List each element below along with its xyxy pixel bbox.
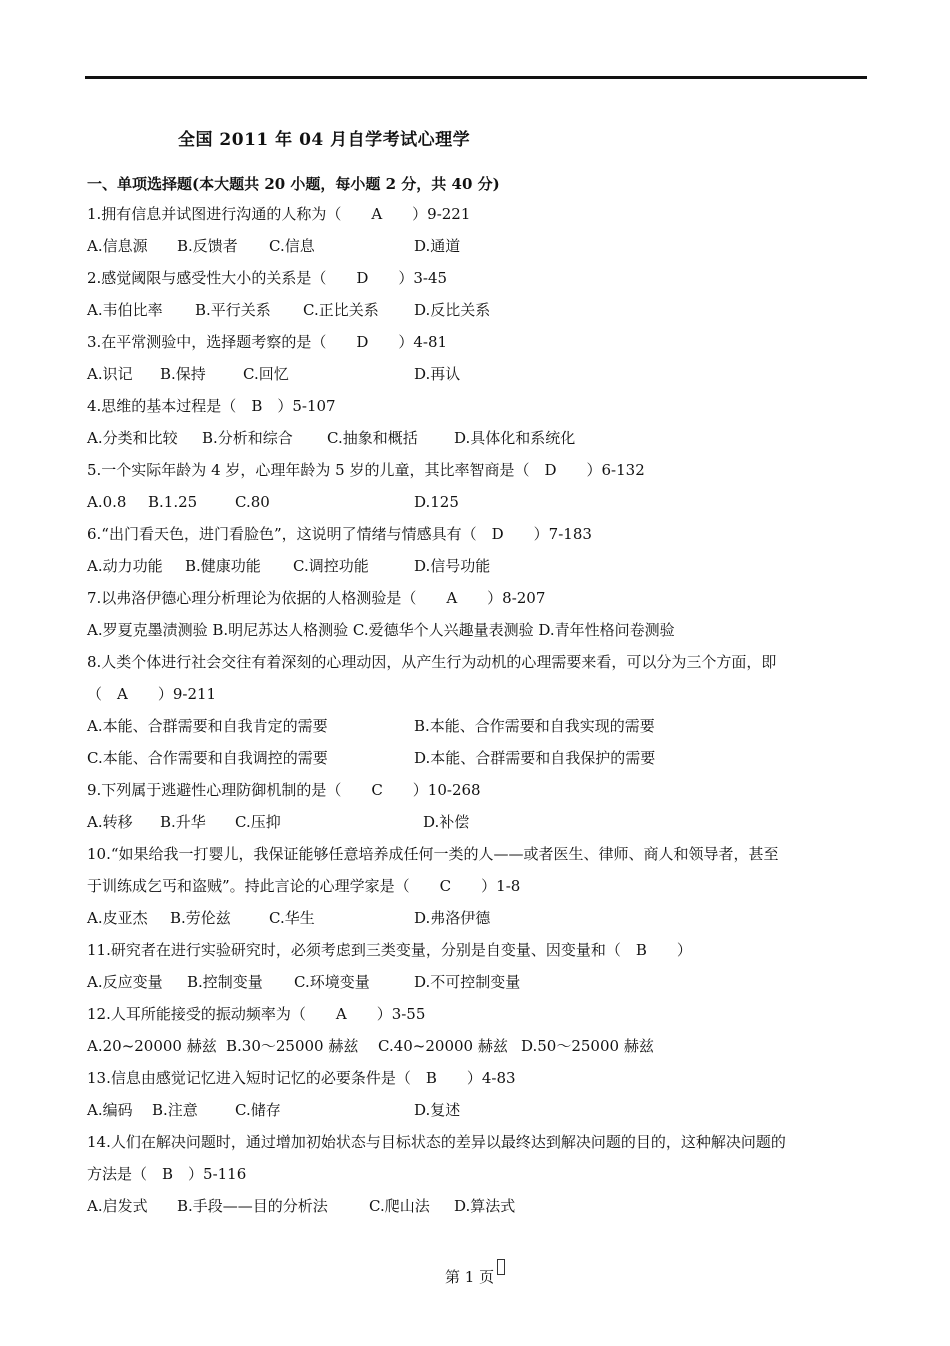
option-d: D.弗洛伊德 [414,909,491,927]
question-4 [87,390,872,454]
option-a: A.皮亚杰 [87,909,148,927]
question-14 [87,1126,872,1222]
option-d: D.不可控制变量 [414,973,521,991]
question-6 [87,518,872,582]
option-c: C.80 [235,493,270,511]
header-rule [85,76,867,79]
options-row: A.罗夏克墨渍测验 B.明尼苏达人格测验 C.爱德华个人兴趣量表测验 D.青年性格问卷测验 [87,621,675,639]
question-7 [87,582,872,646]
question-stem: 5.一个实际年龄为 4 岁，心理年龄为 5 岁的儿童，其比率智商是（ D ）6-132 [87,461,645,479]
section-heading: 一、单项选择题(本大题共 20 小题，每小题 2 分，共 40 分) [87,175,500,193]
question-stem: 11.研究者在进行实验研究时，必须考虑到三类变量，分别是自变量、因变量和（ B ） [87,941,692,959]
option-b: B.注意 [152,1101,198,1119]
options-row [87,710,872,742]
question-stem: 6.“出门看天色，进门看脸色”，这说明了情绪与情感具有（ D ）7-183 [87,525,592,543]
question-8 [87,646,872,774]
option-b: B.30～25000 赫兹 [226,1037,359,1055]
question-9 [87,774,872,838]
option-c: C.华生 [269,909,315,927]
question-stem: 3.在平常测验中，选择题考察的是（ D ）4-81 [87,333,448,351]
option-a: A.编码 [87,1101,133,1119]
option-c: C.环境变量 [294,973,370,991]
question-stem: 13.信息由感觉记忆进入短时记忆的必要条件是（ B ）4-83 [87,1069,516,1087]
option-d: D.信号功能 [414,557,491,575]
option-b: B.控制变量 [187,973,263,991]
question-stem: 8.人类个体进行社会交往有着深刻的心理动因，从产生行为动机的心理需要来看，可以分为三个方面，即 [87,653,777,671]
question-stem: 7.以弗洛伊德心理分析理论为依据的人格测验是（ A ）8-207 [87,589,546,607]
placeholder-box-icon [497,1259,505,1275]
options-row [87,1030,872,1062]
option-a: A.本能、合群需要和自我肯定的需要 [87,717,328,735]
option-d: D.50～25000 赫兹 [521,1037,654,1055]
option-b: B.升华 [160,813,206,831]
option-a: A.20~20000 赫兹 [87,1037,217,1055]
option-b: B.本能、合作需要和自我实现的需要 [414,717,655,735]
question-10 [87,838,872,934]
options-row [87,1094,872,1126]
option-d: D.125 [414,493,459,511]
question-stem: 4.思维的基本过程是（ B ）5-107 [87,397,336,415]
option-c: C.抽象和概括 [327,429,418,447]
option-c: C.调控功能 [293,557,369,575]
options-row [87,1190,872,1222]
option-d: D.再认 [414,365,461,383]
option-b: B.手段——目的分析法 [177,1197,328,1215]
option-b: B.分析和综合 [202,429,293,447]
option-a: A.分类和比较 [87,429,178,447]
option-b: B.劳伦兹 [170,909,231,927]
option-d: D.复述 [414,1101,461,1119]
option-c: C.回忆 [243,365,289,383]
question-stem: 14.人们在解决问题时，通过增加初始状态与目标状态的差异以最终达到解决问题的目的，这种解决问题的 [87,1133,786,1151]
question-stem-continued: 方法是（ B ）5-116 [87,1165,247,1183]
question-11 [87,934,872,998]
option-b: B.平行关系 [195,301,271,319]
option-d: D.本能、合群需要和自我保护的需要 [414,749,656,767]
option-c: C.40~20000 赫兹 [378,1037,508,1055]
question-stem-continued: 于训练成乞丐和盗贼”。持此言论的心理学家是（ C ）1-8 [87,877,521,895]
option-d: D.反比关系 [414,301,491,319]
question-12 [87,998,872,1062]
options-row [87,966,872,998]
option-c: C.储存 [235,1101,281,1119]
question-13 [87,1062,872,1126]
question-stem: 1.拥有信息并试图进行沟通的人称为（ A ）9-221 [87,205,471,223]
option-c: C.正比关系 [303,301,379,319]
option-d: D.通道 [414,237,461,255]
option-b: B.保持 [160,365,206,383]
option-b: B.1.25 [148,493,198,511]
option-b: B.反馈者 [177,237,238,255]
options-row [87,486,872,518]
question-3 [87,326,872,390]
option-a: A.动力功能 [87,557,163,575]
page-footer [445,1266,505,1287]
option-a: A.识记 [87,365,133,383]
page-number: 第 1 页 [445,1268,495,1286]
option-c: C.信息 [269,237,315,255]
options-row [87,550,872,582]
option-a: A.0.8 [87,493,127,511]
question-stem: 12.人耳所能接受的振动频率为（ A ）3-55 [87,1005,426,1023]
document-title: 全国 2011 年 04 月自学考试心理学 [178,130,471,150]
option-d: D.具体化和系统化 [454,429,576,447]
options-row [87,422,872,454]
question-stem: 2.感觉阈限与感受性大小的关系是（ D ）3-45 [87,269,448,287]
option-b: B.健康功能 [185,557,261,575]
options-row [87,230,872,262]
option-a: A.反应变量 [87,973,163,991]
options-row [87,806,872,838]
question-5 [87,454,872,518]
option-c: C.爬山法 [369,1197,430,1215]
option-d: D.算法式 [454,1197,516,1215]
option-a: A.启发式 [87,1197,148,1215]
question-stem: 9.下列属于逃避性心理防御机制的是（ C ）10-268 [87,781,481,799]
option-d: D.补偿 [423,813,470,831]
option-c: C.本能、合作需要和自我调控的需要 [87,749,328,767]
question-1 [87,198,872,262]
question-2 [87,262,872,326]
question-stem: 10.“如果给我一打婴儿，我保证能够任意培养成任何一类的人——或者医生、律师、商人和领导者，甚至 [87,845,779,863]
option-a: A.信息源 [87,237,148,255]
option-a: A.韦伯比率 [87,301,163,319]
option-c: C.压抑 [235,813,281,831]
options-row [87,294,872,326]
options-row [87,742,872,774]
question-stem-continued: （ A ）9-211 [87,685,217,703]
options-row [87,902,872,934]
options-row [87,358,872,390]
option-a: A.转移 [87,813,133,831]
